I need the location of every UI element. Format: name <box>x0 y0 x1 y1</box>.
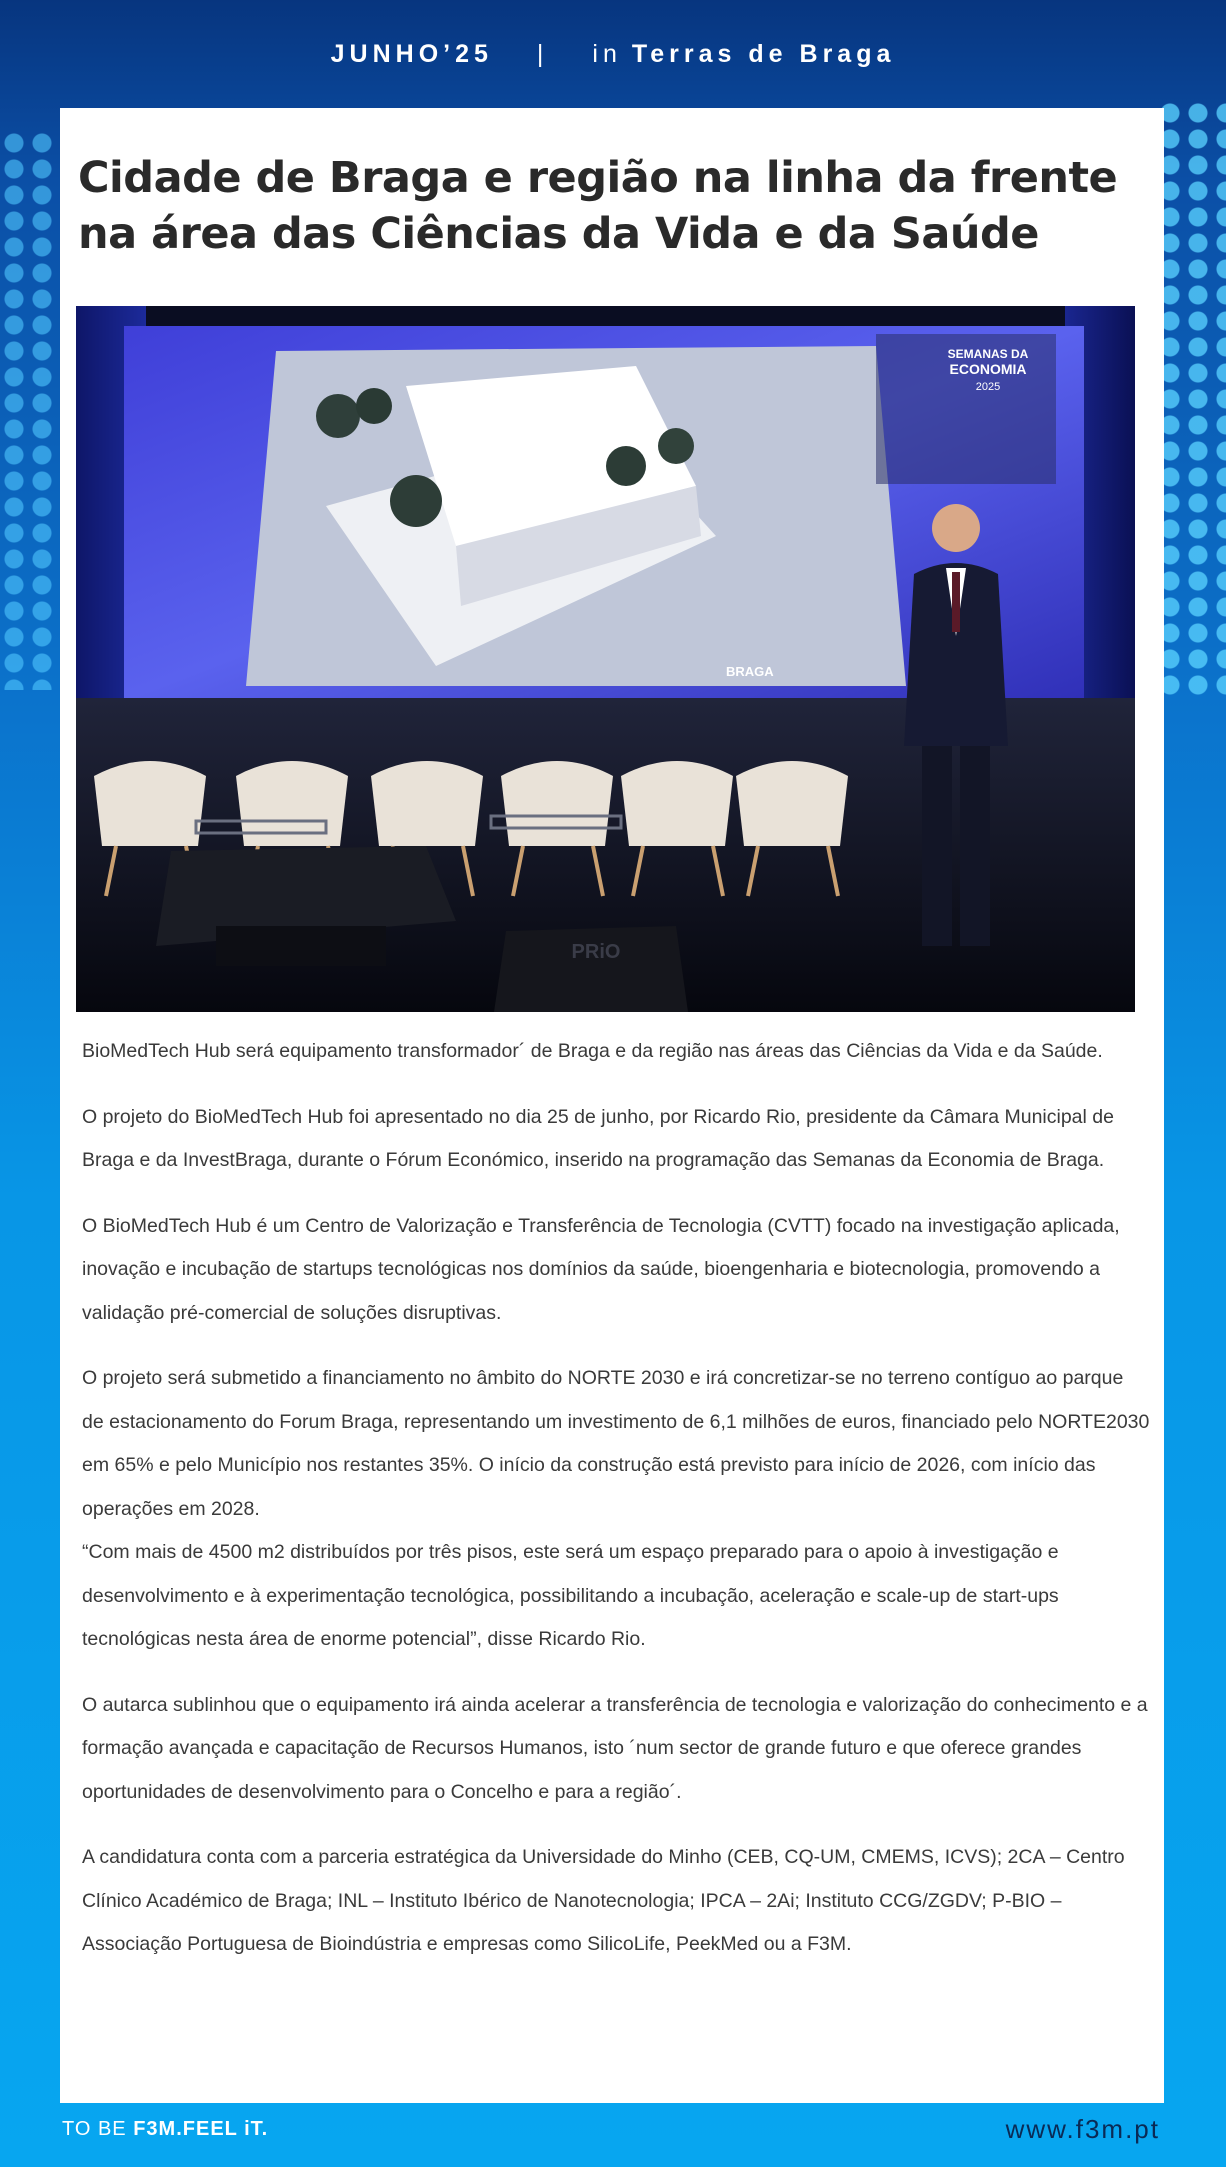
paragraph-1: BioMedTech Hub será equipamento transformador´ de Braga e da região nas áreas das Ciências da Vida e da Saúde. <box>82 1040 1103 1062</box>
tagline-brand: F3M.FEEL iT. <box>133 2118 269 2140</box>
floor-monitor-label: PRiO <box>571 941 621 963</box>
header-separator: | <box>536 39 549 68</box>
screen-caption-line2: ECONOMIA <box>949 361 1027 377</box>
tagline-prefix: TO BE <box>62 2118 134 2140</box>
paragraph-6: O autarca sublinhou que o equipamento irá ainda acelerar a transferência de tecnologia e valorização do conhecimento e a formação avançada e capacitação de Recursos Humanos, isto ´num sector de grande futuro e que oferece grandes oportunidades de desenvolvimento para o Concelho e para a região´. <box>82 1693 1148 1803</box>
article-card <box>60 108 1164 2103</box>
publication-name: Terras de Braga <box>631 39 896 68</box>
decorative-dots-right <box>1156 100 1226 700</box>
newsletter-header <box>0 0 1226 108</box>
event-stage-illustration <box>76 306 1135 1012</box>
issue-date: JUNHO’25 <box>330 39 493 68</box>
header-in-word: in <box>592 39 622 68</box>
website-link[interactable]: www.f3m.pt <box>1005 2114 1160 2144</box>
article-photo <box>76 306 1135 1012</box>
paragraph-3: O BioMedTech Hub é um Centro de Valorização e Transferência de Tecnologia (CVTT) focado na investigação aplicada, inovação e incubação de startups tecnológicas nos domínios da saúde, bioengenharia e biotecnologia, promovendo a validação pré-comercial de soluções disruptivas. <box>82 1214 1120 1324</box>
paragraph-5: “Com mais de 4500 m2 distribuídos por três pisos, este será um espaço preparado para o apoio à investigação e desenvolvimento e à experimentação tecnológica, possibilitando a incubação, aceleração e scale-up de start-ups tecnológicas nesta área de enorme potencial”, disse Ricardo Rio. <box>82 1541 1059 1650</box>
article-headline: Cidade de Braga e região na linha da frente na área das Ciências da Vida e da Saúde <box>78 153 1118 259</box>
decorative-dots-left <box>0 130 60 690</box>
footer-tagline <box>62 2118 268 2141</box>
paragraph-4: O projeto será submetido a financiamento no âmbito do NORTE 2030 e irá concretizar-se no terreno contíguo ao parque de estacionamento do Forum Braga, representando um investimento de 6,1 milhões de euros, financiado pelo NORTE2030 em 65% e pelo Município nos restantes 35%. O início da construção está previsto para início de 2026, com início das operações em 2028. <box>82 1367 1150 1520</box>
paragraph-7: A candidatura conta com a parceria estratégica da Universidade do Minho (CEB, CQ-UM, CMEMS, ICVS); 2CA – Centro Clínico Académico de Braga; INL – Instituto Ibérico de Nanotecnologia; IPCA – 2Ai; Instituto CCG/ZGDV; P-BIO – Associação Portuguesa de Bioindústria e empresas como SilicoLife, PeekMed ou a F3M. <box>82 1846 1125 1955</box>
article-body <box>82 1030 1150 1989</box>
screen-caption-line1: SEMANAS DA <box>947 347 1029 361</box>
screen-caption-year: 2025 <box>975 381 1001 393</box>
paragraph-2: O projeto do BioMedTech Hub foi apresentado no dia 25 de junho, por Ricardo Rio, presidente da Câmara Municipal de Braga e da InvestBraga, durante o Fórum Económico, inserido na programação das Semanas da Economia de Braga. <box>82 1105 1114 1171</box>
screen-logo: BRAGA <box>726 664 774 679</box>
